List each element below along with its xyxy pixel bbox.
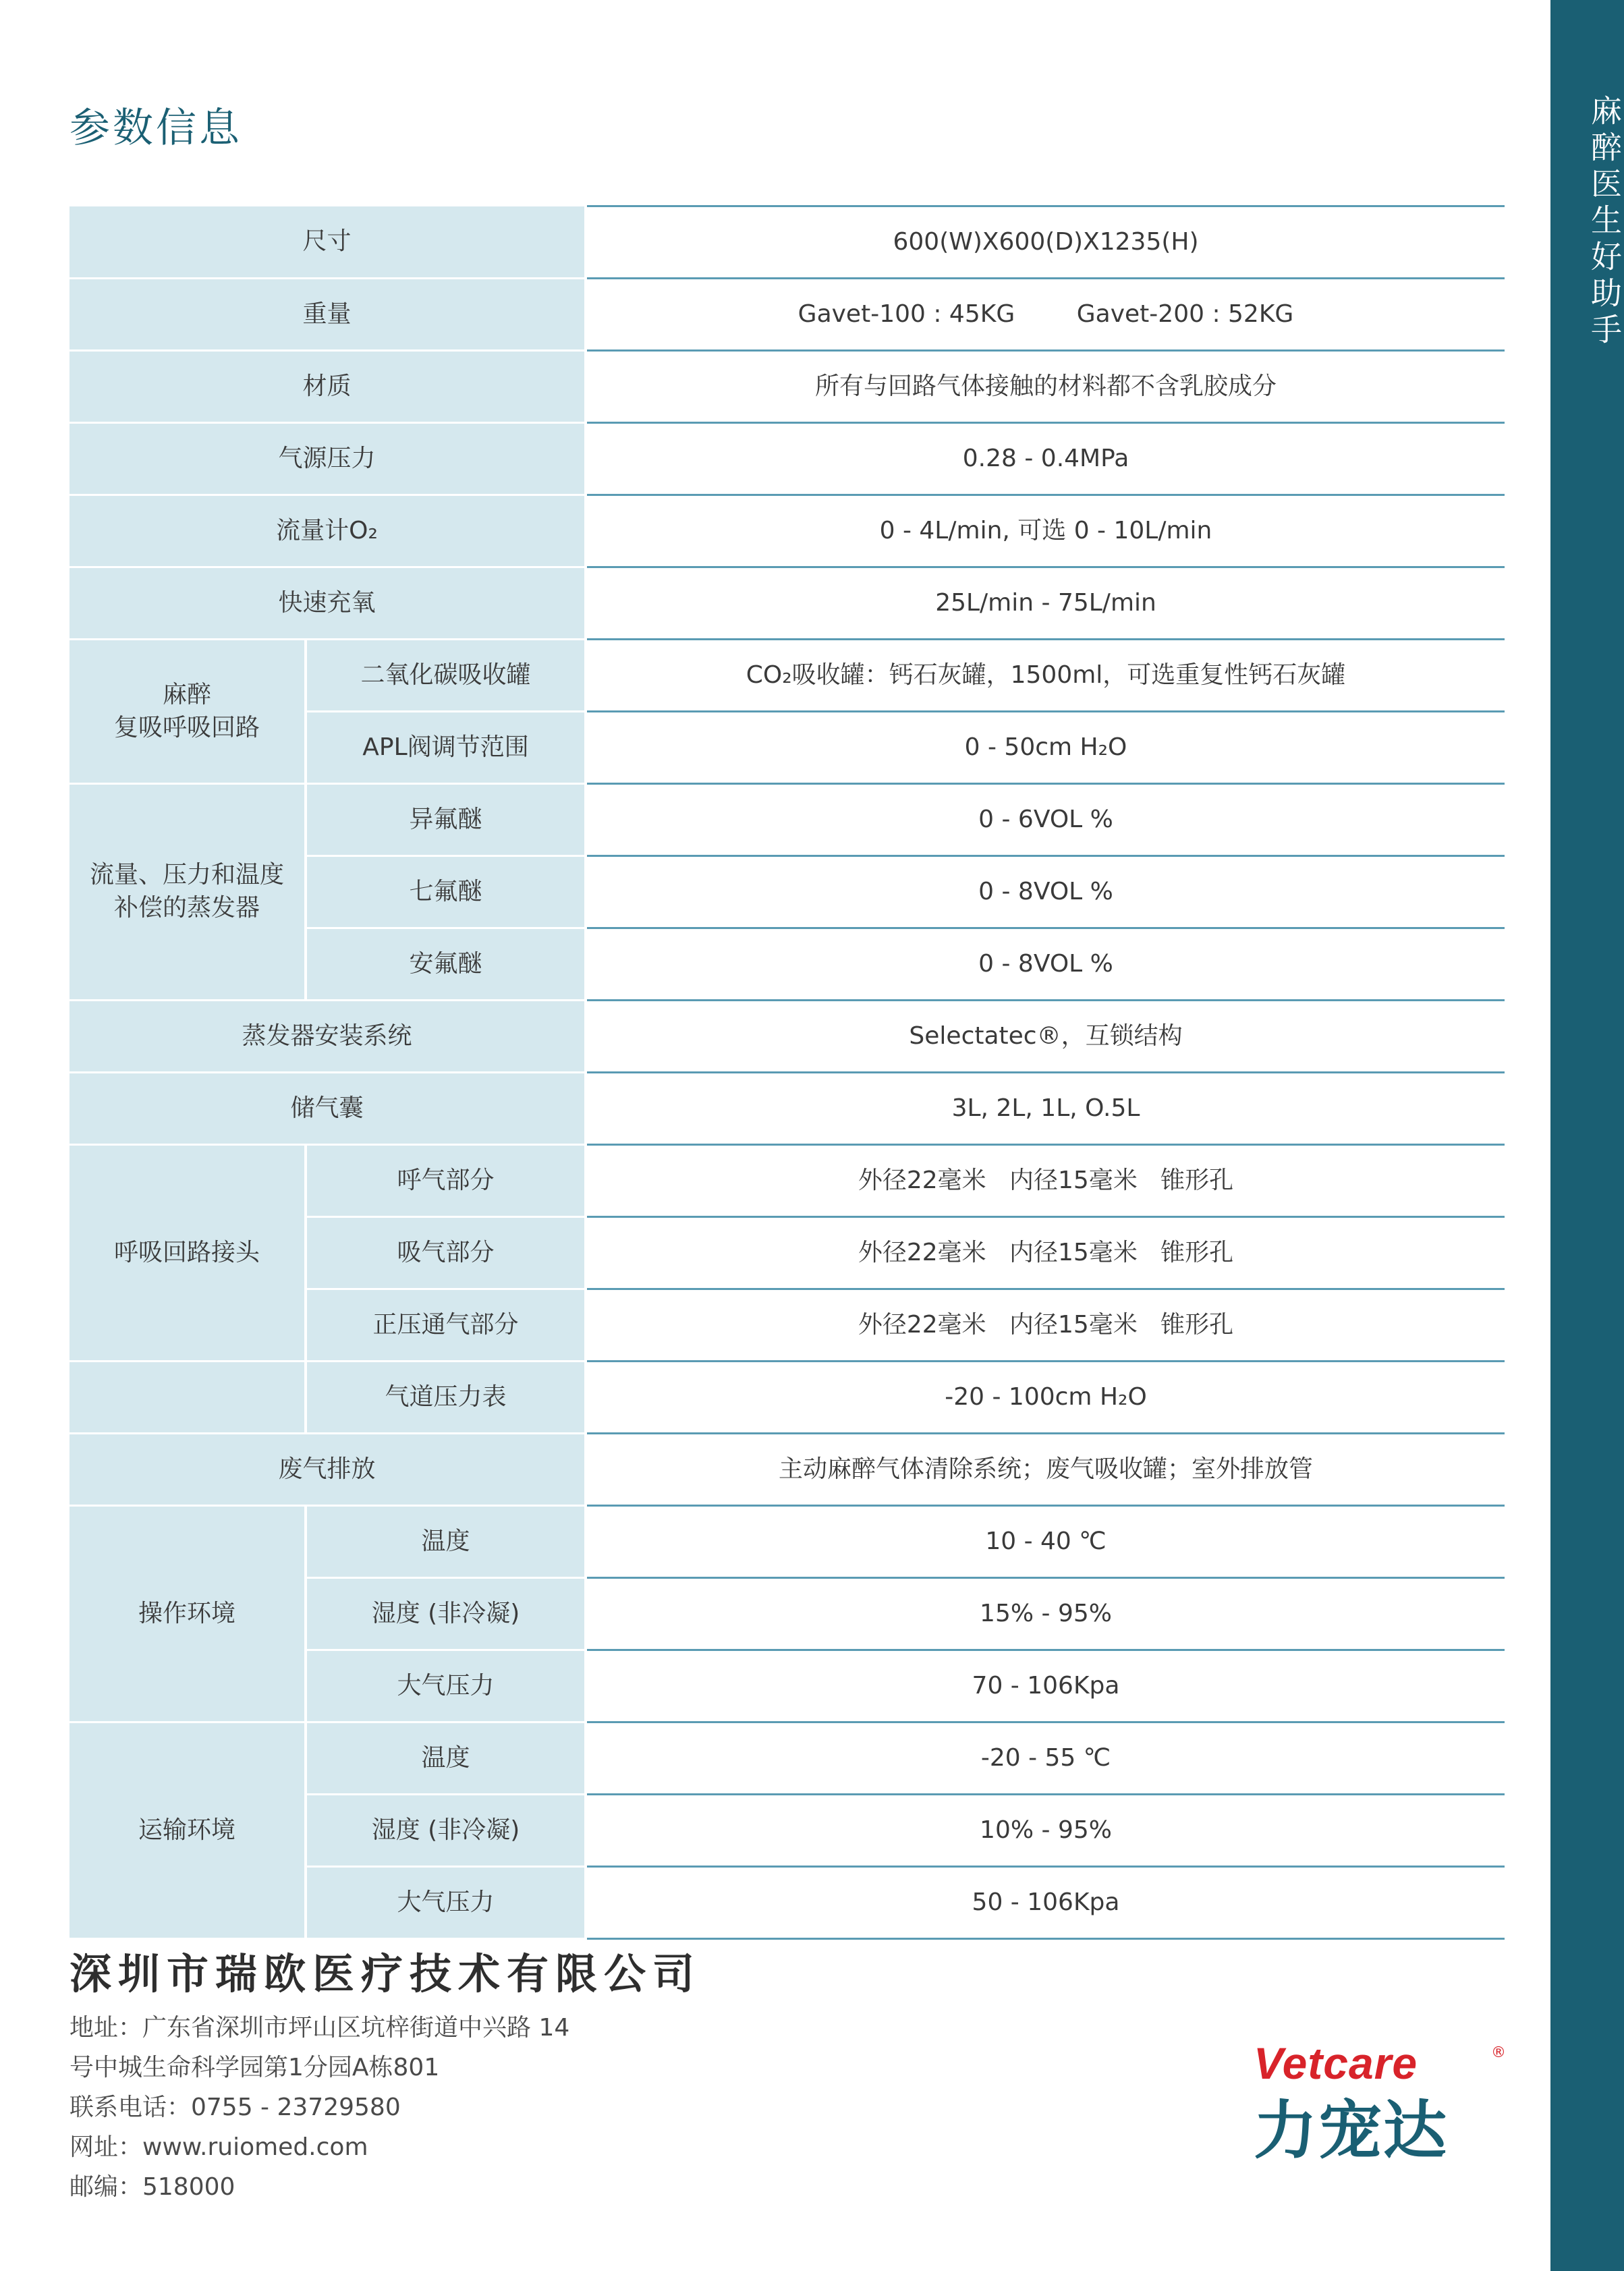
spec-group-label: 运输环境 [69, 1722, 306, 1939]
side-tagline: 麻醉医生好助手 [1586, 94, 1623, 349]
spec-value: 0 - 6VOL % [586, 784, 1505, 856]
spec-blank [69, 1362, 306, 1434]
spec-value: 25L/min - 75L/min [586, 567, 1505, 640]
table-row [69, 1073, 1505, 1145]
spec-label: 蒸发器安装系统 [69, 1001, 586, 1073]
table-row [69, 640, 1505, 712]
table-row [69, 1506, 1505, 1578]
spec-label: 吸气部分 [306, 1217, 586, 1289]
spec-label: 安氟醚 [306, 928, 586, 1001]
page-title: 参数信息 [69, 105, 242, 152]
spec-group-label: 呼吸回路接头 [69, 1145, 306, 1362]
spec-value: 外径22毫米 内径15毫米 锥形孔 [586, 1145, 1505, 1217]
registered-mark: ® [1491, 2044, 1506, 2061]
spec-value: 3L, 2L, 1L, O.5L [586, 1073, 1505, 1145]
spec-value: 15% - 95% [586, 1578, 1505, 1650]
spec-label: 正压通气部分 [306, 1289, 586, 1362]
postcode: 邮编：518000 [69, 2173, 235, 2201]
company-name: 深圳市瑞欧医疗技术有限公司 [69, 1949, 702, 1998]
table-row [69, 1001, 1505, 1073]
address-line-2: 号中城生命科学园第1分园A栋801 [69, 2054, 440, 2081]
website: 网址：www.ruiomed.com [69, 2133, 368, 2161]
spec-value: 0 - 8VOL % [586, 856, 1505, 928]
spec-value: CO₂吸收罐：钙石灰罐，1500ml，可选重复性钙石灰罐 [586, 640, 1505, 712]
side-band [1550, 0, 1624, 2271]
spec-value: 10% - 95% [586, 1795, 1505, 1867]
spec-label: APL阀调节范围 [306, 712, 586, 784]
spec-label: 异氟醚 [306, 784, 586, 856]
spec-value: 50 - 106Kpa [586, 1867, 1505, 1939]
spec-value: 外径22毫米 内径15毫米 锥形孔 [586, 1289, 1505, 1362]
spec-value: 600(W)X600(D)X1235(H) [586, 206, 1505, 279]
table-row [69, 206, 1505, 279]
spec-value: Selectatec®，互锁结构 [586, 1001, 1505, 1073]
spec-group-label: 流量、压力和温度 补偿的蒸发器 [69, 784, 306, 1001]
table-row [69, 1722, 1505, 1795]
spec-value: 0 - 4L/min, 可选 0 - 10L/min [586, 495, 1505, 567]
vetcare-logo [1254, 2038, 1510, 2168]
spec-value: 70 - 106Kpa [586, 1650, 1505, 1722]
spec-label: 七氟醚 [306, 856, 586, 928]
table-row [69, 784, 1505, 856]
logo-wordmark: Vetcare [1254, 2038, 1418, 2088]
spec-group-label: 麻醉 复吸呼吸回路 [69, 640, 306, 784]
spec-label: 重量 [69, 279, 586, 351]
spec-label: 湿度 (非冷凝) [306, 1795, 586, 1867]
spec-label: 流量计O₂ [69, 495, 586, 567]
table-row [69, 351, 1505, 423]
spec-value: 主动麻醉气体清除系统；废气吸收罐；室外排放管 [586, 1434, 1505, 1506]
spec-label: 气道压力表 [306, 1362, 586, 1434]
spec-label: 材质 [69, 351, 586, 423]
spec-value: 外径22毫米 内径15毫米 锥形孔 [586, 1217, 1505, 1289]
spec-label: 气源压力 [69, 423, 586, 495]
spec-value: 0 - 8VOL % [586, 928, 1505, 1001]
spec-label: 快速充氧 [69, 567, 586, 640]
spec-table [69, 205, 1505, 1940]
spec-value: 0.28 - 0.4MPa [586, 423, 1505, 495]
spec-value: -20 - 55 ℃ [586, 1722, 1505, 1795]
spec-label: 湿度 (非冷凝) [306, 1578, 586, 1650]
spec-label: 呼气部分 [306, 1145, 586, 1217]
spec-label: 废气排放 [69, 1434, 586, 1506]
spec-label: 大气压力 [306, 1867, 586, 1939]
spec-label: 温度 [306, 1722, 586, 1795]
spec-label: 储气囊 [69, 1073, 586, 1145]
spec-group-label: 操作环境 [69, 1506, 306, 1722]
spec-label: 尺寸 [69, 206, 586, 279]
table-row [69, 495, 1505, 567]
spec-value: -20 - 100cm H₂O [586, 1362, 1505, 1434]
logo-chinese: 力宠达 [1254, 2094, 1449, 2168]
spec-label: 二氧化碳吸收罐 [306, 640, 586, 712]
table-row [69, 279, 1505, 351]
table-row [69, 567, 1505, 640]
table-row [69, 423, 1505, 495]
table-row [69, 1362, 1505, 1434]
spec-label: 温度 [306, 1506, 586, 1578]
spec-value: Gavet-100 : 45KG Gavet-200 : 52KG [586, 279, 1505, 351]
table-row [69, 1145, 1505, 1217]
phone: 联系电话：0755 - 23729580 [69, 2094, 401, 2121]
spec-value: 0 - 50cm H₂O [586, 712, 1505, 784]
spec-label: 大气压力 [306, 1650, 586, 1722]
spec-value: 10 - 40 ℃ [586, 1506, 1505, 1578]
spec-value: 所有与回路气体接触的材料都不含乳胶成分 [586, 351, 1505, 423]
address-line-1: 地址：广东省深圳市坪山区坑梓街道中兴路 14 [69, 2014, 570, 2042]
contact-info [69, 2008, 569, 2207]
table-row [69, 1434, 1505, 1506]
